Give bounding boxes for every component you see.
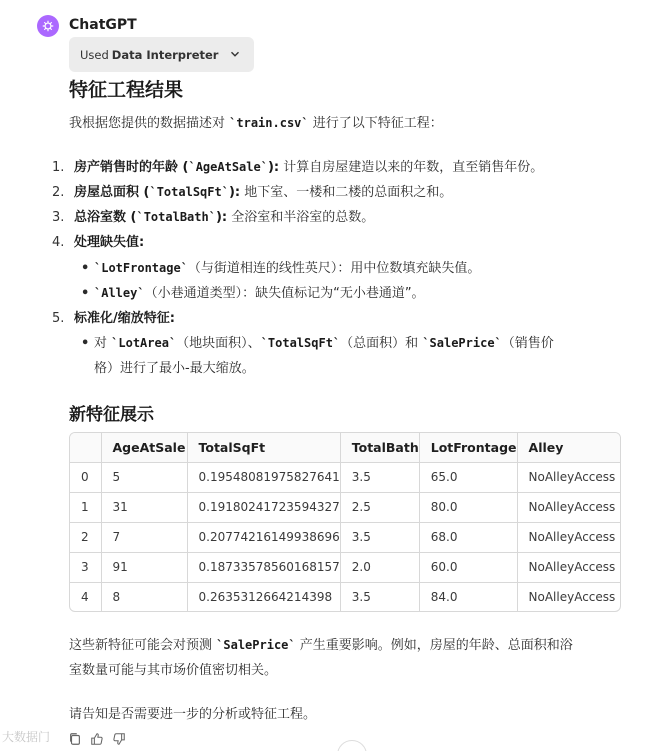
file-code: `train.csv` (229, 116, 309, 130)
table-cell: NoAlleyAccess (517, 492, 620, 522)
table-row (70, 582, 620, 612)
copy-icon[interactable] (68, 732, 82, 746)
closing-question: 请告知是否需要进一步的分析或特征工程。 (69, 707, 317, 722)
table-cell: 8 (101, 582, 187, 612)
table-cell: 0.2635312664214398 (187, 582, 340, 612)
table-cell: 5 (101, 462, 187, 492)
list-item: 1. 房产销售时的年龄 (`AgeAtSale`): 计算自房屋建造以来的年数，直至销售年份。 (52, 160, 544, 175)
table-cell: NoAlleyAccess (517, 552, 620, 582)
table-cell: 65.0 (419, 462, 517, 492)
table-cell: NoAlleyAccess (528, 590, 616, 605)
column-header: AgeAtSale (101, 433, 187, 462)
table-cell: 68.0 (419, 522, 517, 552)
thumbs-down-icon[interactable] (112, 732, 126, 746)
table-cell: NoAlleyAccess (517, 462, 620, 492)
tool-name: Data Interpreter (111, 47, 219, 62)
sub-list-item-continuation: 格）进行了最小-最大缩放。 (94, 361, 255, 376)
table-cell: NoAlleyAccess (517, 522, 620, 552)
table-cell: 0 (70, 462, 101, 492)
table-cell: 0.19548081975827641 (187, 462, 340, 492)
table-row (70, 522, 620, 552)
author-name: ChatGPT (69, 17, 137, 33)
table-row (70, 492, 620, 522)
used-tool-dropdown[interactable] (69, 37, 254, 72)
table-cell: 3.5 (340, 522, 419, 552)
table-cell: 2.5 (340, 492, 419, 522)
chatgpt-avatar (37, 15, 59, 37)
used-prefix: Used (80, 47, 109, 62)
table-cell: 3.5 (340, 462, 419, 492)
sub-list-item: • `Alley`（小巷通道类型）：缺失值标记为“无小巷通道”。 (81, 286, 425, 301)
result-heading: 特征工程结果 (69, 79, 184, 101)
list-item: 4. 处理缺失值: (52, 235, 145, 250)
chevron-down-icon (228, 47, 242, 61)
table-cell: 7 (101, 522, 187, 552)
list-item: 5. 标准化/缩放特征: (52, 311, 175, 326)
table-cell: 3 (70, 552, 101, 582)
table-cell: 0.20774216149938696 (187, 522, 340, 552)
table-cell: 60.0 (419, 552, 517, 582)
thumbs-up-icon[interactable] (90, 732, 104, 746)
column-header: Alley (517, 433, 620, 462)
table-cell: 2.0 (340, 552, 419, 582)
closing-paragraph-continuation: 室数量可能与其市场价值密切相关。 (69, 663, 278, 678)
table-cell: 4 (70, 582, 101, 612)
table-heading: 新特征展示 (69, 405, 154, 425)
table-header-row (70, 433, 620, 462)
list-item: 3. 总浴室数 (`TotalBath`): 全浴室和半浴室的总数。 (52, 210, 375, 225)
sub-list-item: • `LotFrontage`（与街道相连的线性英尺）：用中位数填充缺失值。 (81, 261, 481, 276)
table-row (70, 552, 620, 582)
column-header: TotalBath (340, 433, 419, 462)
watermark: 大数据门 (2, 730, 51, 744)
table-cell: 0.18733578560168157 (187, 552, 340, 582)
openai-logo-icon (41, 19, 55, 33)
features-table (69, 432, 621, 612)
table-cell: 84.0 (419, 582, 517, 612)
column-header: TotalSqFt (187, 433, 340, 462)
sub-list-item: • 对 `LotArea`（地块面积）、`TotalSqFt`（总面积）和 `SalePrice`（销售价 (81, 336, 554, 351)
table-cell: 31 (101, 492, 187, 522)
column-header: LotFrontage (419, 433, 517, 462)
table-cell: 3.5 (340, 582, 419, 612)
scroll-down-button[interactable] (337, 740, 367, 751)
table-cell: 0.19180241723594327 (187, 492, 340, 522)
list-item: 2. 房屋总面积 (`TotalSqFt`): 地下室、一楼和二楼的总面积之和。 (52, 185, 453, 200)
closing-paragraph: 这些新特征可能会对预测 `SalePrice` 产生重要影响。例如，房屋的年龄、总面积和浴 (69, 638, 573, 653)
table-cell: 2 (70, 522, 101, 552)
table-cell: 91 (101, 552, 187, 582)
table-cell: 1 (70, 492, 101, 522)
table-row (70, 462, 620, 492)
column-header (70, 433, 101, 462)
intro-text: 我根据您提供的数据描述对 `train.csv` 进行了以下特征工程： (69, 116, 443, 131)
message-actions (68, 732, 126, 746)
table-cell: 80.0 (419, 492, 517, 522)
